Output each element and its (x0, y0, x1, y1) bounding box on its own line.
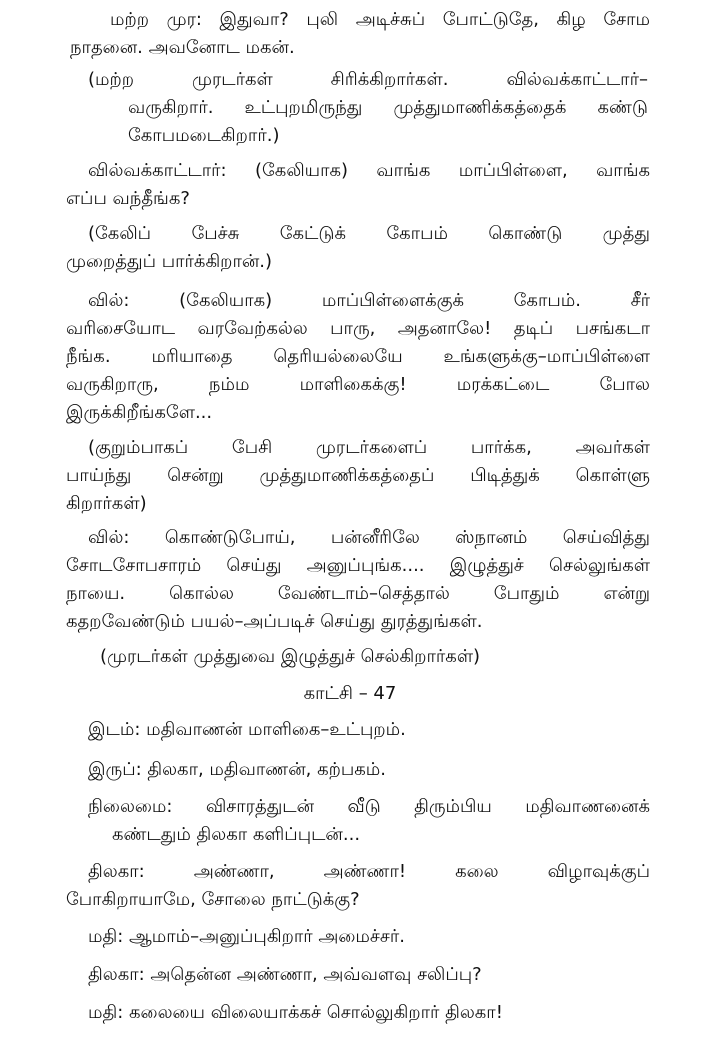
stage-direction-line: (குறும்பாகப் பேசி முரடர்களைப் பார்க்க, அவர்கள் (88, 437, 650, 458)
dialogue-line: வில்: கொண்டுபோய், பன்னீரிலே ஸ்நானம் செய்வித்து (88, 527, 650, 548)
dialogue-line: மதி: ஆமாம்–அனுப்புகிறார் அமைச்சர். (88, 926, 405, 947)
dialogue-line: போகிறாயாமே, சோலை நாட்டுக்கு? (66, 889, 360, 910)
dialogue-line: நாதனை. அவனோட மகன். (70, 37, 295, 58)
dialogue-line: வில்: (கேலியாக) மாப்பிள்ளைக்குக் கோபம். சீர் (88, 290, 650, 311)
scene-location: இடம்: மதிவாணன் மாளிகை–உட்புறம். (88, 719, 406, 740)
dialogue-line: மதி: கலையை விலையாக்கச் சொல்லுகிறார் திலகா! (88, 1002, 503, 1023)
dialogue-line: வருகிறாரு, நம்ம மாளிகைக்கு! மரக்கட்டை போல (66, 374, 650, 395)
stage-direction-line: கோபமடைகிறார்.) (128, 125, 280, 146)
scene-heading: காட்சி – 47 (303, 683, 397, 704)
dialogue-line: வில்வக்காட்டார்: (கேலியாக) வாங்க மாப்பிள்ளை, வாங்க (88, 160, 650, 181)
stage-direction-line: (முரடர்கள் முத்துவை இழுத்துச் செல்கிறார்கள்) (100, 646, 481, 667)
stage-direction-line: கிறார்கள்) (66, 493, 147, 514)
dialogue-line: நீங்க. மரியாதை தெரியல்லையே உங்களுக்கு–மாப்பிள்ளை (66, 346, 650, 367)
dialogue-line: நாயை. கொல்ல வேண்டாம்–செத்தால் போதும் என்று (66, 583, 650, 604)
stage-direction-line: முறைத்துப் பார்க்கிறான்.) (66, 251, 273, 272)
dialogue-line: எப்ப வந்தீங்க? (66, 188, 190, 209)
dialogue-line: திலகா: அதென்ன அண்ணா, அவ்வளவு சலிப்பு? (88, 964, 482, 985)
scene-situation: நிலைமை: விசாரத்துடன் வீடு திரும்பிய மதிவாணனைக் (88, 796, 650, 817)
scene-characters: இருப்: திலகா, மதிவாணன், கற்பகம். (88, 759, 386, 780)
dialogue-line: மற்ற முர: இதுவா? புலி அடிச்சுப் போட்டுதே, கிழ சோம (110, 9, 650, 30)
stage-direction-line: (மற்ற முரடர்கள் சிரிக்கிறார்கள். வில்வக்காட்டார்– (88, 69, 648, 90)
dialogue-line: வரிசையோட வரவேற்கல்ல பாரு, அதனாலே! தடிப் பசங்கடா (66, 318, 650, 339)
scene-situation: கண்டதும் திலகா களிப்புடன்... (112, 824, 361, 845)
dialogue-line: திலகா: அண்ணா, அண்ணா! கலை விழாவுக்குப் (88, 861, 650, 882)
stage-direction-line: பாய்ந்து சென்று முத்துமாணிக்கத்தைப் பிடித்துக் கொள்ளு (66, 465, 650, 486)
stage-direction-line: (கேலிப் பேச்சு கேட்டுக் கோபம் கொண்டு முத்து (88, 223, 650, 244)
dialogue-line: கதறவேண்டும் பயல்–அப்படிச் செய்து துரத்துங்கள். (66, 611, 483, 632)
stage-direction-line: வருகிறார். உட்புறமிருந்து முத்துமாணிக்கத்தைக் கண்டு (128, 97, 648, 118)
dialogue-line: இருக்கிறீங்களே... (66, 402, 213, 423)
dialogue-line: சோடசோபசாரம் செய்து அனுப்புங்க.... இழுத்துச் செல்லுங்கள் (66, 555, 650, 576)
